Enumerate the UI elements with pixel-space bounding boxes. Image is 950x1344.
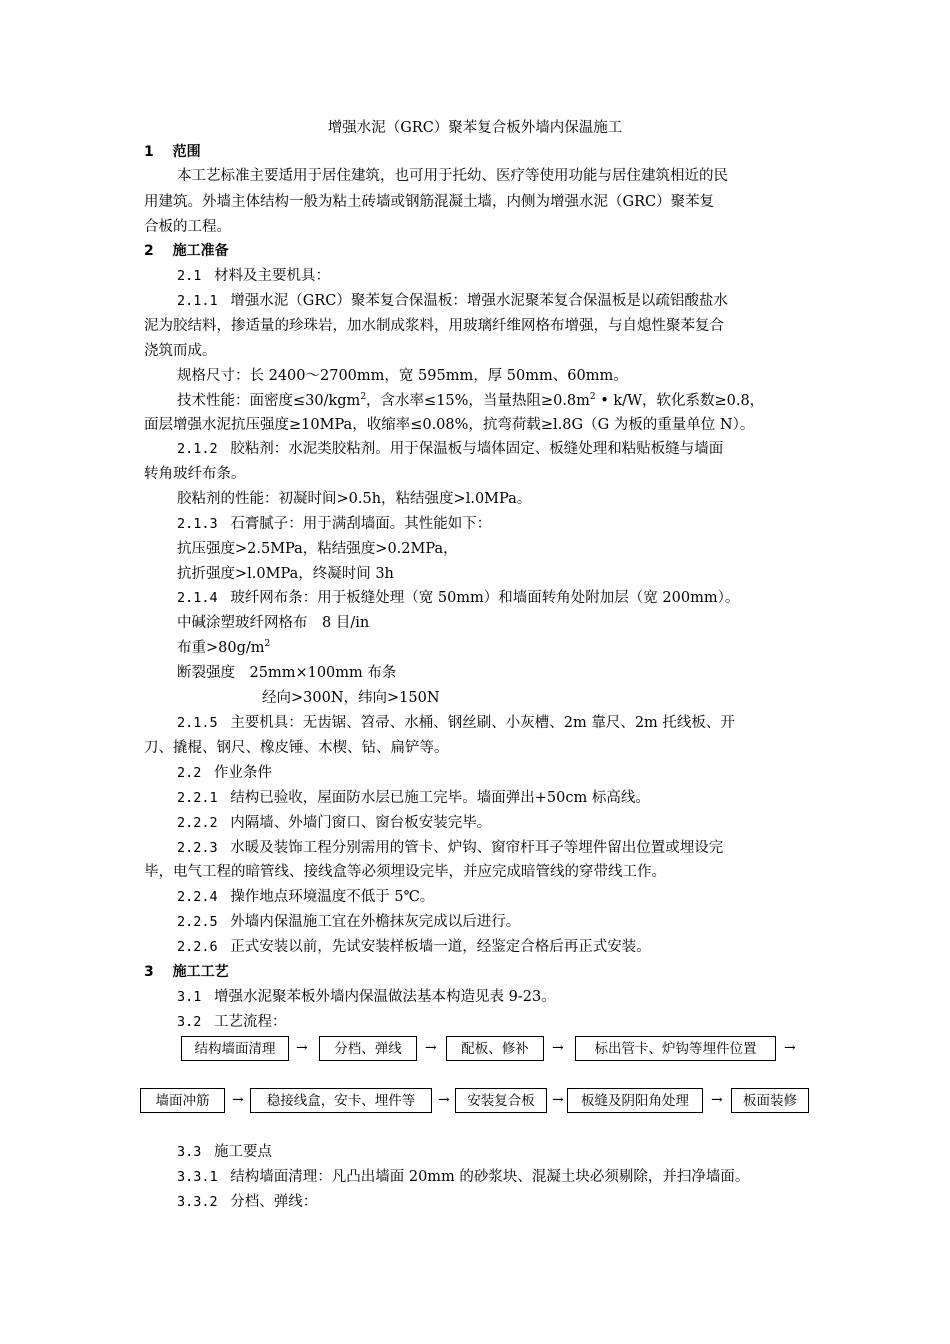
flow-step-install-boxes: 稳接线盒，安卡、埋件等 [250, 1088, 432, 1113]
item-number: 2.2.1 [177, 790, 218, 806]
flow-arrow: → [425, 1040, 437, 1056]
putty-line: 抗折强度>l.0MPa，终凝时间 3h [177, 566, 394, 582]
item-3-3-1 [177, 1167, 749, 1187]
item-number: 2.2.4 [177, 889, 218, 905]
section-2-heading [144, 241, 229, 261]
document-title: 增强水泥（GRC）聚苯复合板外墙内保温施工 [327, 120, 623, 136]
flow-step-surface-finishing: 板面装修 [731, 1088, 809, 1113]
item-number: 2.1.4 [177, 590, 218, 606]
item-number: 2.1.5 [177, 715, 218, 731]
subsection-3-2 [177, 1012, 287, 1032]
item-text: 正式安装以前，先试安装样板墙一道，经鉴定合格后再正式安装。 [230, 939, 651, 955]
flow-step-joint-treatment: 板缝及阴阳角处理 [567, 1088, 703, 1113]
item-text: 材料及主要机具： [214, 268, 330, 284]
item-2-1-1 [177, 291, 728, 311]
paragraph-line: 用建筑。外墙主体结构一般为粘土砖墙或钢筋混凝土墙，内侧为增强水泥（GRC）聚苯复 [144, 194, 715, 210]
subsection-2-2 [177, 763, 272, 783]
section-number: 2 [144, 243, 154, 259]
item-2-2-6 [177, 937, 651, 957]
mesh-strength-values: 经向>300N，纬向>150N [262, 690, 440, 706]
paragraph-line: 泥为胶结料，掺适量的珍珠岩，加水制成浆料，用玻璃纤维网格布增强，与自熄性聚苯复合 [144, 318, 724, 334]
paragraph-line: 转角玻纤布条。 [144, 466, 246, 482]
item-text: 胶粘剂：水泥类胶粘剂。用于保温板与墙体固定、板缝处理和粘贴板缝与墙面 [230, 441, 724, 457]
item-number: 3.1 [177, 989, 202, 1005]
flow-arrow: → [438, 1092, 450, 1108]
flow-arrow: → [552, 1092, 564, 1108]
item-number: 2.2 [177, 765, 202, 781]
item-number: 2.2.2 [177, 815, 218, 831]
section-label: 范围 [172, 144, 201, 160]
flow-step-wall-screeding: 墙面冲筋 [140, 1088, 225, 1113]
item-2-2-1 [177, 788, 650, 808]
item-text: 工艺流程： [214, 1014, 287, 1030]
item-text: 外墙内保温施工宜在外檐抹灰完成以后进行。 [230, 914, 521, 930]
paragraph-line: 刀、撬棍、钢尺、橡皮锤、木楔、钻、扁铲等。 [144, 740, 449, 756]
item-number: 2.2.3 [177, 840, 218, 856]
item-text: 结构已验收，屋面防水层已施工完毕。墙面弹出+50cm 标高线。 [230, 790, 650, 806]
item-2-1-4 [177, 588, 739, 608]
item-text: 作业条件 [214, 765, 272, 781]
item-text: 主要机具：无齿锯、笤帚、水桶、钢丝刷、小灰槽、2m 靠尺、2m 托线板、开 [230, 715, 735, 731]
mesh-spec-line: 中碱涂塑玻纤网格布 8 目/in [177, 615, 370, 631]
putty-line: 抗压强度>2.5MPa，粘结强度>0.2MPa， [177, 541, 458, 557]
item-number: 3.3.2 [177, 1194, 218, 1210]
item-number: 3.2 [177, 1014, 202, 1030]
glue-performance-line: 胶粘剂的性能：初凝时间>0.5h，粘结强度>l.0MPa。 [177, 491, 532, 507]
tech-performance-line: 技术性能：面密度≤30/kgm$^2$，含水率≤15%，当量热阻$\ge 0.8m^2$ • k/W，软化系数≥0.8， [177, 392, 765, 409]
item-2-2-3 [177, 838, 723, 858]
paragraph-line: 合板的工程。 [144, 219, 231, 235]
section-number: 1 [144, 144, 154, 160]
flow-step-install-composite-board: 安装复合板 [455, 1088, 547, 1113]
subsection-3-3 [177, 1142, 272, 1162]
item-2-1-2 [177, 439, 723, 459]
flow-arrow: → [711, 1092, 723, 1108]
item-text: 分档、弹线： [230, 1194, 318, 1210]
item-number: 3.3.1 [177, 1169, 218, 1185]
flow-arrow: → [296, 1040, 308, 1056]
item-3-3-2 [177, 1192, 317, 1212]
item-number: 2.1.3 [177, 516, 218, 532]
item-number: 2.1.2 [177, 441, 218, 457]
flow-step-mark-embedded-parts: 标出管卡、炉钩等埋件位置 [575, 1036, 776, 1061]
section-number: 3 [144, 964, 154, 980]
item-2-1-5 [177, 713, 735, 733]
mesh-weight-line: 布重$>80g/m^2$ [177, 639, 271, 656]
flow-step-layout-lines: 分档、弹线 [319, 1036, 417, 1061]
flow-arrow: → [784, 1040, 796, 1056]
item-text: 石膏腻子：用于满刮墙面。其性能如下： [230, 516, 492, 532]
flow-step-board-matching: 配板、修补 [446, 1036, 544, 1061]
item-text: 增强水泥（GRC）聚苯复合保温板：增强水泥聚苯复合保温板是以疏铝酸盐水 [230, 293, 728, 309]
item-number: 3.3 [177, 1144, 202, 1160]
item-text: 施工要点 [214, 1144, 272, 1160]
item-text: 玻纤网布条：用于板缝处理（宽 50mm）和墙面转角处附加层（宽 200mm）。 [230, 590, 740, 606]
item-number: 2.1 [177, 268, 202, 284]
subsection-3-1 [177, 987, 556, 1007]
item-2-2-4 [177, 887, 434, 907]
paragraph-line: 本工艺标准主要适用于居住建筑，也可用于托幼、医疗等使用功能与居住建筑相近的民 [177, 168, 728, 184]
item-text: 结构墙面清理：凡凸出墙面 20mm 的砂浆块、混凝土块必须剔除，并扫净墙面。 [230, 1169, 750, 1185]
subsection-2-1 [177, 266, 330, 286]
paragraph-line: 毕，电气工程的暗管线、接线盒等必须埋设完毕，并应完成暗管线的穿带线工作。 [144, 864, 666, 880]
mesh-strength-line: 断裂强度 25mm×100mm 布条 [177, 665, 397, 681]
section-label: 施工准备 [172, 243, 229, 259]
spec-line: 规格尺寸：长 2400～2700mm，宽 595mm，厚 50mm、60mm。 [177, 368, 628, 384]
item-text: 内隔墙、外墙门窗口、窗台板安装完毕。 [230, 815, 492, 831]
flow-arrow: → [232, 1092, 244, 1108]
item-text: 水暖及装饰工程分别需用的管卡、炉钩、窗帘杆耳子等埋件留出位置或埋设完 [230, 840, 724, 856]
item-2-2-2 [177, 813, 491, 833]
section-label: 施工工艺 [172, 964, 229, 980]
item-number: 2.1.1 [177, 293, 218, 309]
section-1-heading [144, 142, 201, 162]
item-number: 2.2.5 [177, 914, 218, 930]
paragraph-line: 浇筑而成。 [144, 343, 217, 359]
item-2-1-3 [177, 514, 491, 534]
section-3-heading [144, 962, 229, 982]
flow-arrow: → [552, 1040, 564, 1056]
item-2-2-5 [177, 912, 520, 932]
flow-step-wall-cleaning: 结构墙面清理 [181, 1036, 289, 1061]
paragraph-line: 面层增强水泥抗压强度≥10MPa，收缩率≤0.08%，抗弯荷载≥l.8G（G 为板的重量单位 N）。 [144, 417, 755, 433]
item-text: 操作地点环境温度不低于 5℃。 [230, 889, 435, 905]
item-text: 增强水泥聚苯板外墙内保温做法基本构造见表 9-23。 [214, 989, 556, 1005]
item-number: 2.2.6 [177, 939, 218, 955]
